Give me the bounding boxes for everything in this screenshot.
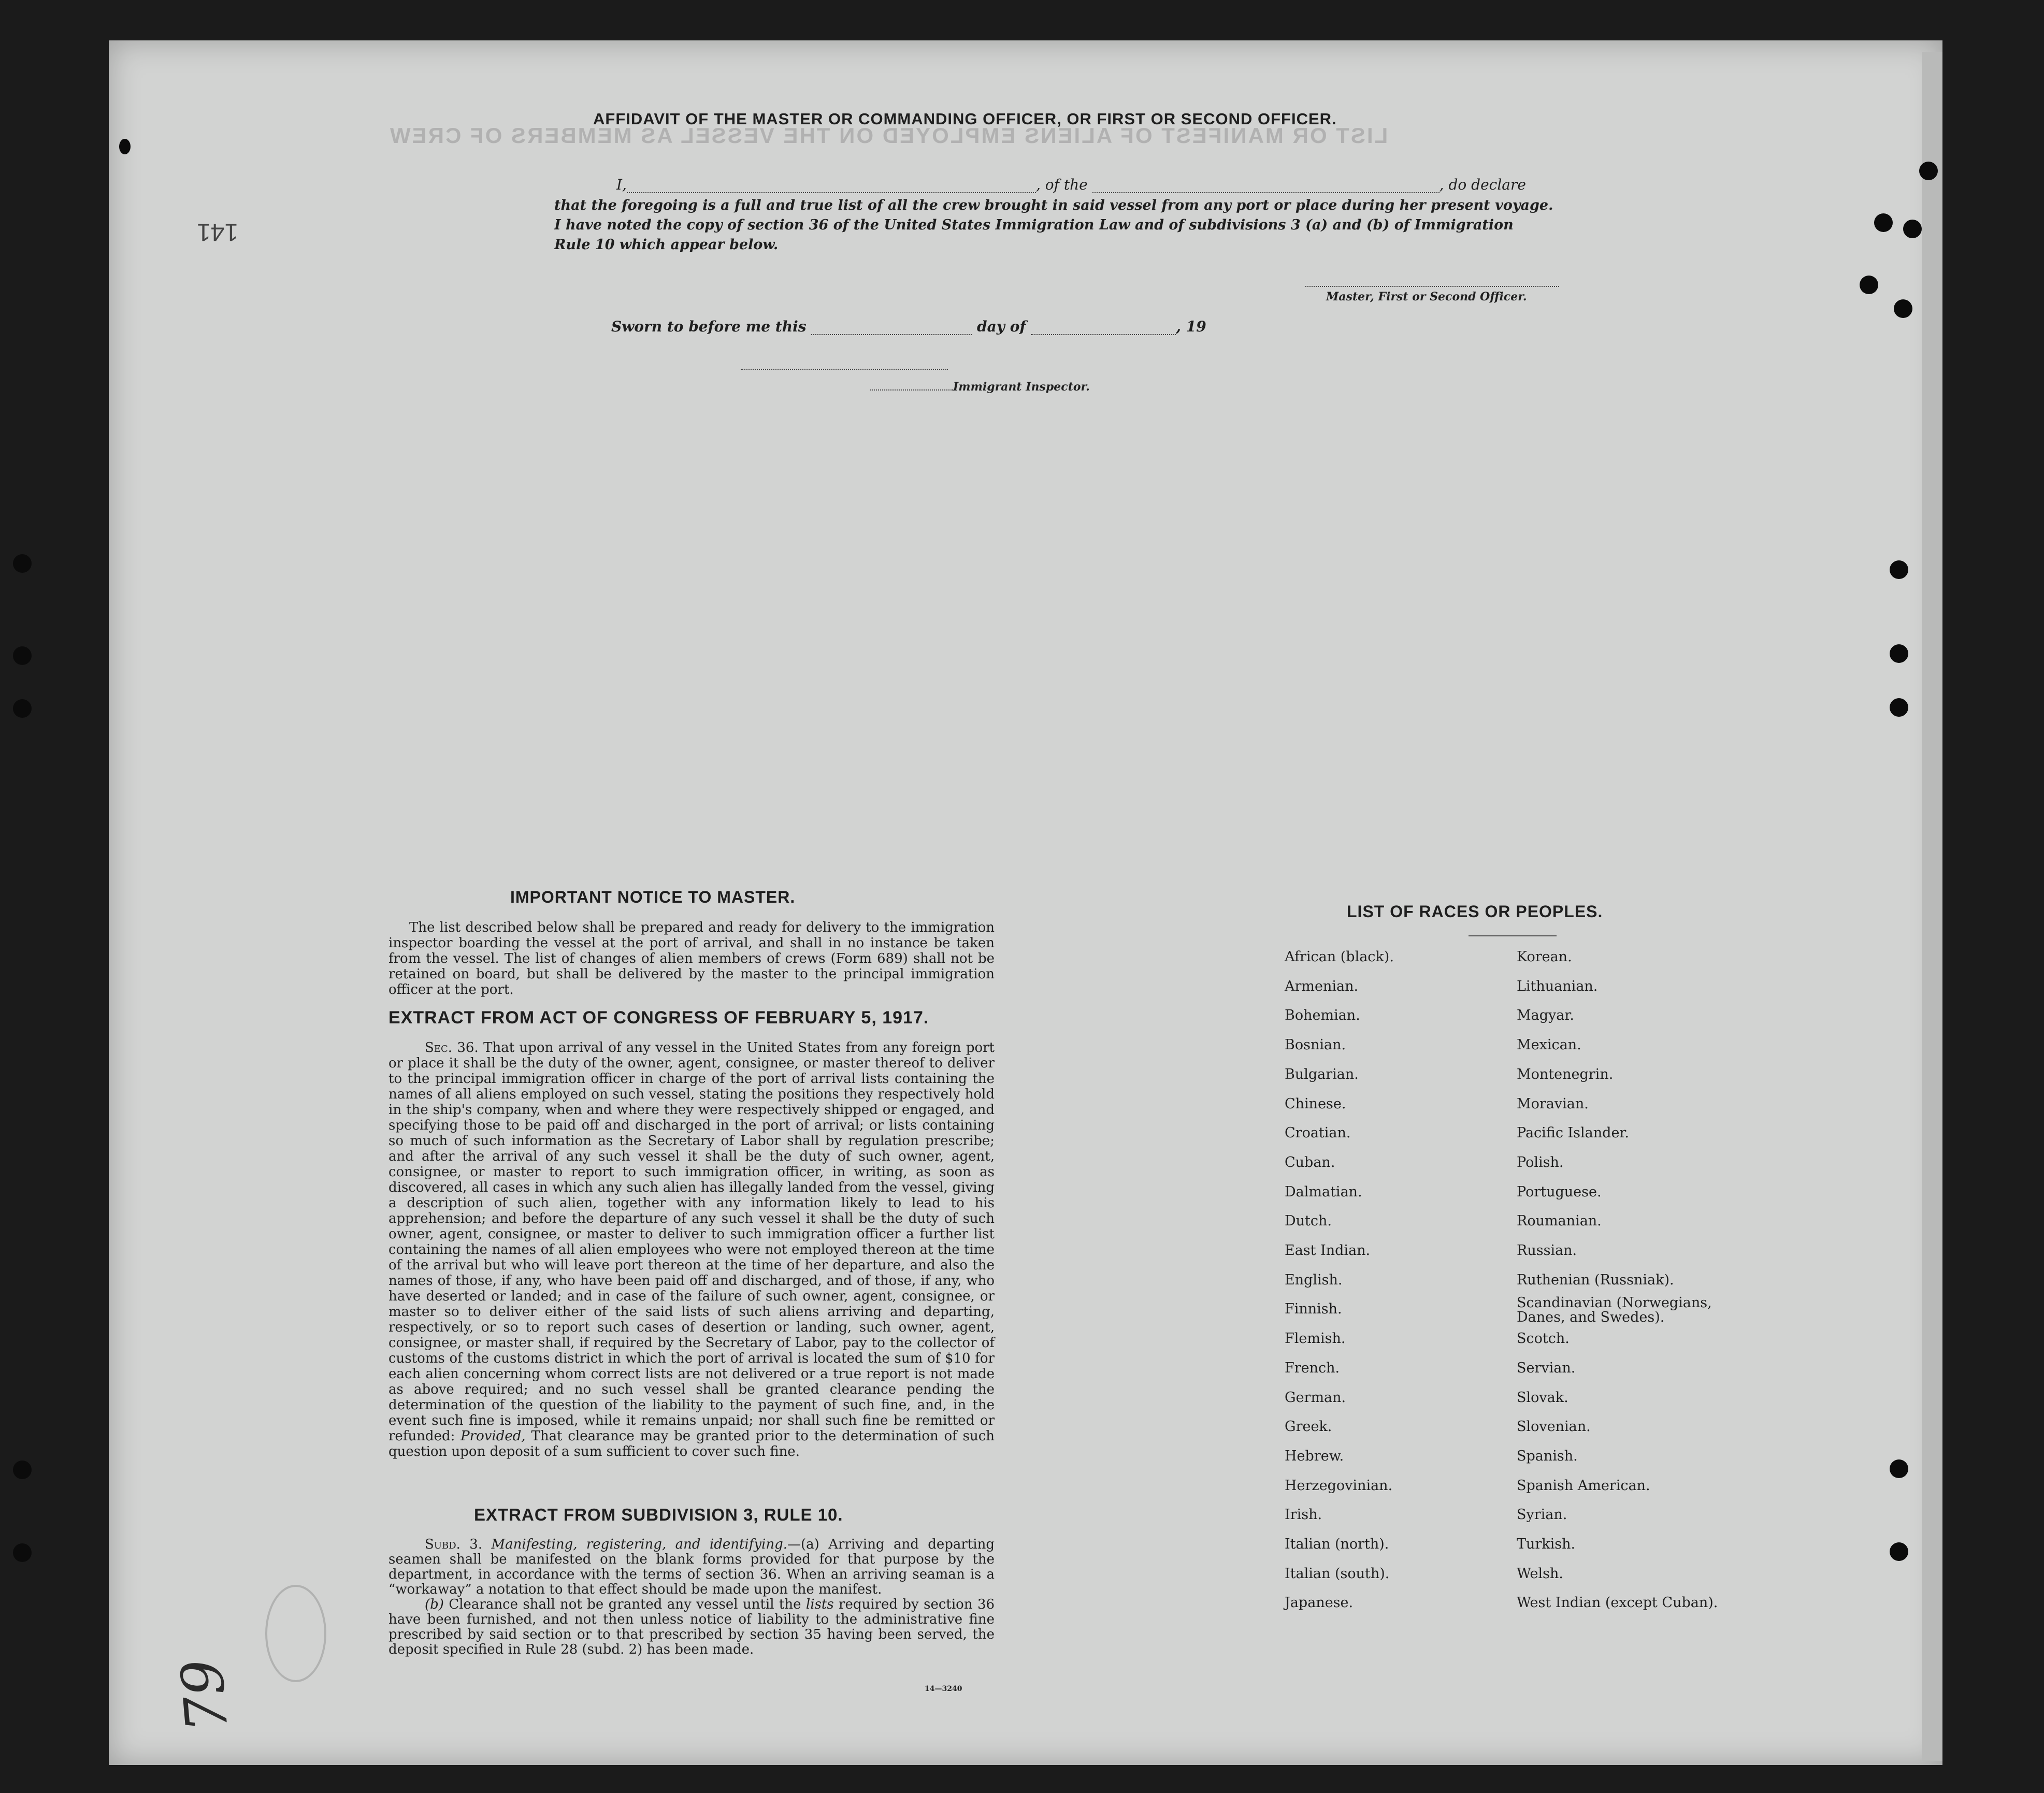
- affidavit-of: , of the: [1035, 176, 1088, 193]
- punch-hole: [1919, 162, 1938, 180]
- race-item: African (black).: [1285, 949, 1394, 965]
- race-item: Russian.: [1517, 1242, 1577, 1259]
- act-extract-heading: EXTRACT FROM ACT OF CONGRESS OF FEBRUARY 5, 1917.: [388, 1008, 929, 1028]
- inspector-label: Immigrant Inspector.: [953, 380, 1090, 394]
- affidavit-i: I,: [616, 176, 627, 193]
- race-item: French.: [1285, 1360, 1340, 1376]
- para-a-label: —(a): [787, 1537, 819, 1552]
- race-item: Portuguese.: [1517, 1183, 1602, 1200]
- inspector-signature-line-2: [870, 389, 953, 391]
- race-item: Scandinavian (Norwegians, Danes, and Swedes).: [1517, 1295, 1712, 1326]
- race-item: Chinese.: [1285, 1095, 1346, 1112]
- race-item: Italian (south).: [1285, 1565, 1390, 1582]
- race-item: Cuban.: [1285, 1154, 1335, 1170]
- notice-heading: IMPORTANT NOTICE TO MASTER.: [510, 888, 796, 906]
- punch-hole: [13, 554, 32, 573]
- provided-label: Provided,: [460, 1428, 526, 1444]
- subd-label: Subd. 3.: [425, 1537, 483, 1552]
- race-item: Spanish.: [1517, 1448, 1578, 1464]
- punch-hole: [1890, 698, 1908, 717]
- race-item: Magyar.: [1517, 1007, 1574, 1024]
- affidavit-body: [554, 196, 1570, 255]
- affidavit-body-line: I have noted the copy of section 36 of the United States Immigration Law and of subdivisions 3 (a) and (b) of Immigration: [554, 217, 1514, 233]
- affidavit-body-line: Rule 10 which appear below.: [554, 237, 779, 253]
- race-item: Dalmatian.: [1285, 1183, 1362, 1200]
- race-item: Flemish.: [1285, 1331, 1346, 1347]
- faint-stamp: [265, 1585, 326, 1682]
- para-b-text-1: Clearance shall not be granted any vessel until the: [449, 1597, 801, 1612]
- para-b-lists: lists: [805, 1597, 834, 1612]
- race-item: Finnish.: [1285, 1301, 1342, 1318]
- punch-hole: [13, 1461, 32, 1479]
- race-item: Herzegovinian.: [1285, 1477, 1393, 1494]
- punch-hole: [1903, 220, 1922, 238]
- punch-hole: [1890, 1459, 1908, 1478]
- page-edge: [1922, 52, 1942, 1761]
- race-item: Servian.: [1517, 1360, 1576, 1376]
- race-item: Moravian.: [1517, 1095, 1589, 1112]
- races-column-1: [1285, 943, 1394, 1618]
- subd-title: Manifesting, registering, and identifying.: [491, 1537, 788, 1552]
- punch-hole: [1860, 276, 1878, 294]
- punch-hole: [13, 646, 32, 665]
- race-item: Scotch.: [1517, 1331, 1570, 1347]
- punch-hole: [1874, 213, 1893, 232]
- race-item: Montenegrin.: [1517, 1066, 1614, 1082]
- subdivision-3-text: [388, 1537, 995, 1657]
- races-heading: LIST OF RACES OR PEOPLES.: [1347, 902, 1603, 921]
- race-item: East Indian.: [1285, 1242, 1371, 1259]
- race-item: Welsh.: [1517, 1565, 1563, 1582]
- notice-text: The list described below shall be prepared and ready for delivery to the immigration inspector boarding the vessel at the port of arrival, and shall in no instance be taken from the vessel. The list of changes of alien members of crews (Form 689) shall not be retained on board, but shall be delivered by the master to the principal immigration officer at the port.: [388, 920, 995, 997]
- punch-hole: [1890, 560, 1908, 579]
- section-text: That upon arrival of any vessel in the United States from any foreign port or place it shall be the duty of the owner, agent, consignee, or master thereof to deliver to the principal immigration officer in charge of the port of arrival lists containing the names of all aliens employed on such vessel, stating the positions they respectively hold in the ship's company, when and where they were respectively shipped or engaged, and specifying those to be paid off and discharged in the port of arrival; or lists containing so much of such information as the Secretary of Labor shall by regulation prescribe; and after the arrival of any such vessel it shall be the duty of such owner, agent, consignee, or master to report to such immigration officer, in writing, as soon as discovered, all cases in which any such alien has illegally landed from the vessel, giving a description of such alien, together with any information likely to lead to his apprehension; and before the departure of any such vessel it shall be the duty of such owner, agent, consignee, or master to deliver to such immigration officer a further list containing the names of all alien employees who were not employed thereon at the time of the arrival but who will leave port thereon at the time of her departure, and also the names of those, if any, who have been paid off and discharged, and of those, if any, who have deserted or landed; and in case of the failure of such owner, agent, consignee, or master so to deliver either of the said lists of such aliens arriving and departing, respectively, or so to report such cases of desertion or landing, such owner, agent, consignee, or master shall, if required by the Secretary of Labor, pay to the collector of customs of the customs district in which the port of arrival is located the sum of $10 for each alien concerning whom correct lists are not delivered or a true report is not made as above required; and no such vessel shall be granted clearance pending the determination of the question of the liability to the payment of such fine, and, in the event such fine is imposed, while it remains unpaid; nor shall such fine be remitted or refunded:: [388, 1040, 995, 1444]
- notice-body: [388, 920, 995, 997]
- race-item: German.: [1285, 1389, 1346, 1406]
- race-item: English.: [1285, 1271, 1343, 1288]
- sworn-day-label: day of: [977, 318, 1026, 335]
- race-item: Syrian.: [1517, 1507, 1567, 1523]
- punch-hole: [13, 1543, 32, 1562]
- punch-hole: [13, 699, 32, 718]
- handwritten-margin-number: 141: [197, 218, 239, 245]
- race-item: West Indian (except Cuban).: [1517, 1595, 1718, 1611]
- races-column-2: [1517, 943, 1734, 1618]
- para-a-text: Arriving and departing seamen shall be manifested on the blank forms provided for that purpose by the department, in accordance with the terms of section 36. When an arriving seaman is a “workaway” a notation to that effect should be made upon the manifest.: [388, 1537, 995, 1597]
- race-item: Lithuanian.: [1517, 978, 1598, 994]
- race-item: Polish.: [1517, 1154, 1564, 1170]
- affidavit-body-line: that the foregoing is a full and true list of all the crew brought in said vessel from any port or place during her present voyage.: [554, 197, 1553, 213]
- punch-hole: [1890, 1542, 1908, 1561]
- section-36-text: [388, 1040, 995, 1459]
- race-item: Korean.: [1517, 949, 1572, 965]
- inspector-signature-line: [741, 369, 948, 370]
- name-blank: [627, 192, 1036, 193]
- handwritten-page-number: 79: [168, 1656, 241, 1735]
- sworn-prefix: Sworn to before me this: [611, 318, 807, 335]
- race-item: Pacific Islander.: [1517, 1125, 1629, 1141]
- provided-text: That clearance may be granted prior to the determination of such question upon deposit of a sum sufficient to cover such fine.: [388, 1428, 995, 1459]
- master-signature-line: [1305, 286, 1559, 287]
- race-item: Bosnian.: [1285, 1037, 1346, 1053]
- sworn-day-blank: [811, 334, 972, 335]
- race-item: Slovak.: [1517, 1389, 1568, 1406]
- race-item: Mexican.: [1517, 1037, 1581, 1053]
- race-item: Japanese.: [1285, 1595, 1354, 1611]
- race-item: Croatian.: [1285, 1125, 1351, 1141]
- affidavit-declaration-line: [616, 176, 1526, 193]
- race-item: Roumanian.: [1517, 1213, 1602, 1230]
- para-b-label: (b): [425, 1597, 444, 1612]
- race-item: Armenian.: [1285, 978, 1359, 994]
- race-item: Slovenian.: [1517, 1419, 1591, 1435]
- race-item: Spanish American.: [1517, 1477, 1650, 1494]
- para-b-text-2: required by section 36 have been furnished, and not then unless notice of liability to the administrative fine prescribed by said section or to that prescribed by section 35 having been served, the deposit specified in Rule 28 (subd. 2) has been made.: [388, 1597, 995, 1657]
- punch-hole: [119, 139, 131, 154]
- race-item: Italian (north).: [1285, 1536, 1389, 1553]
- affidavit-heading: AFFIDAVIT OF THE MASTER OR COMMANDING OFFICER, OR FIRST OR SECOND OFFICER.: [593, 110, 1337, 128]
- race-item: Hebrew.: [1285, 1448, 1344, 1464]
- race-item: Dutch.: [1285, 1213, 1332, 1230]
- race-item: Turkish.: [1517, 1536, 1576, 1553]
- race-item: Greek.: [1285, 1419, 1332, 1435]
- rule-extract-heading: EXTRACT FROM SUBDIVISION 3, RULE 10.: [474, 1505, 843, 1524]
- race-item: Bulgarian.: [1285, 1066, 1359, 1082]
- punch-hole: [1894, 299, 1912, 318]
- sworn-line: [611, 318, 1206, 335]
- master-signature-label: Master, First or Second Officer.: [1326, 290, 1527, 303]
- sworn-year-label: , 19: [1176, 318, 1206, 335]
- bleed-through-heading: LIST OR MANIFEST OF ALIENS EMPLOYED ON THE VESSEL AS MEMBERS OF CREW: [388, 123, 1388, 148]
- sworn-month-blank: [1031, 334, 1176, 335]
- section-label: Sec. 36.: [425, 1040, 479, 1055]
- race-item: Irish.: [1285, 1507, 1322, 1523]
- race-item: Ruthenian (Russniak).: [1517, 1271, 1674, 1288]
- form-number: 14—3240: [925, 1685, 962, 1693]
- race-item: Bohemian.: [1285, 1007, 1360, 1024]
- races-heading-rule: [1469, 935, 1557, 936]
- affidavit-declare: , do declare: [1439, 176, 1526, 193]
- vessel-blank: [1092, 192, 1440, 193]
- punch-hole: [1890, 644, 1908, 663]
